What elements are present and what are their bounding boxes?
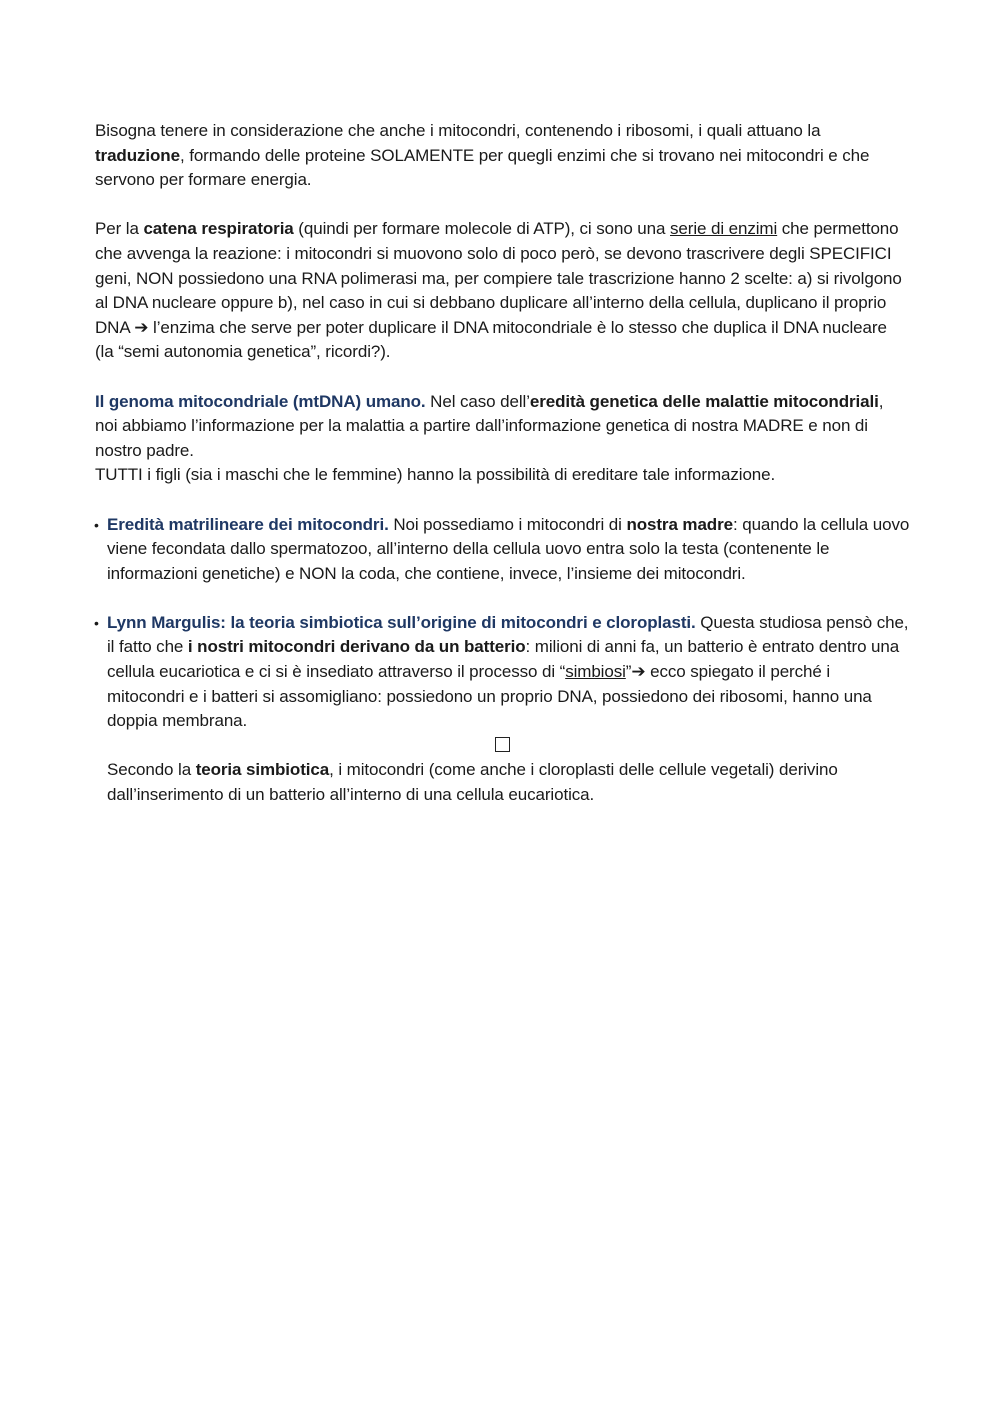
paragraph-genoma-mitocondriale (95, 390, 910, 488)
underlined-term-simbiosi: simbiosi (565, 662, 626, 682)
text-run: : milioni di anni fa, un batterio è entrato dentro una cellula eucariotica e ci si è insediato attraverso il processo di “ (107, 637, 900, 682)
bullet-lynn-margulis (95, 611, 910, 734)
text-run: , noi abbiamo l’informazione per la malattia a partire dall’informazione genetica di nostra MADRE e non di nostro padre. (95, 391, 884, 460)
bullet-icon: • (94, 614, 99, 631)
text-run: : quando la cellula uovo viene fecondata dallo spermatozoo, all’interno della cellula uovo entra solo la testa (contenente le informazioni genetiche) e NON la coda, che contiene, invece, l’insieme dei mitocondri. (107, 514, 910, 583)
empty-checkbox-icon (495, 737, 510, 752)
text-run: TUTTI i figli (sia i maschi che le femmine) hanno la possibilità di ereditare tale informazione. (95, 465, 776, 485)
paragraph-catena-respiratoria (95, 217, 910, 365)
bullet-eredita-matrilineare (95, 513, 910, 587)
text-run: Per la (95, 219, 144, 239)
text-run: che permettono che avvenga la reazione: i mitocondri si muovono solo di poco però, se devono trascrivere degli SPECIFICI geni, NON possiedono una RNA polimerasi ma, per compiere tale trascrizione hanno 2 scelte: a) si rivolgono al DNA nucleare oppure b), nel caso in cui si debbano duplicare all’interno della cellula, duplicano il proprio DNA (95, 219, 902, 337)
checkbox-line (95, 734, 910, 759)
section-heading-teoria-simbiotica: Lynn Margulis: la teoria simbiotica sull’origine di mitocondri e cloroplasti. (107, 612, 696, 632)
text-run: Secondo la (107, 760, 196, 780)
bold-term-eredita-genetica: eredità genetica delle malattie mitocondriali (529, 391, 879, 411)
text-run: , formando delle proteine SOLAMENTE per quegli enzimi che si trovano nei mitocondri e che servono per formare energia. (95, 145, 870, 190)
text-run: l’enzima che serve per poter duplicare il DNA mitocondriale è lo stesso che duplica il DNA nucleare (la “semi autonomia genetica”, ricordi?). (95, 317, 887, 362)
bold-term-nostra-madre: nostra madre (626, 514, 733, 534)
text-run: (quindi per formare molecole di ATP), ci sono una (293, 219, 670, 239)
arrow-right-icon: ➔ (631, 662, 646, 682)
bold-term-teoria-simbiotica: teoria simbiotica (195, 760, 330, 780)
text-run: , i mitocondri (come anche i cloroplasti delle cellule vegetali) derivino dall’inserimento di un batterio all’interno di una cellula eucariotica. (107, 760, 838, 805)
bullet-icon: • (94, 516, 99, 533)
bold-term-mitocondri-batterio: i nostri mitocondri derivano da un batterio (187, 637, 526, 657)
arrow-right-icon: ➔ (134, 317, 149, 337)
bold-term-traduzione: traduzione (95, 145, 180, 165)
text-run: Bisogna tenere in considerazione che anche i mitocondri, contenendo i ribosomi, i quali attuano la (95, 121, 821, 140)
paragraph-teoria-simbiotica (95, 758, 910, 807)
bold-term-catena-respiratoria: catena respiratoria (143, 219, 294, 239)
section-heading-eredita-matrilineare: Eredità matrilineare dei mitocondri. (107, 514, 389, 534)
text-run: Noi possediamo i mitocondri di (388, 514, 627, 534)
text-run: ecco spiegato il perché i mitocondri e i batteri si assomigliano: possiedono un proprio DNA, possiedono dei ribosomi, hanno una doppia membrana. (107, 662, 872, 731)
underlined-term-serie-enzimi: serie di enzimi (670, 219, 778, 239)
text-run: Questa studiosa pensò che, il fatto che (107, 612, 909, 657)
text-run: Nel caso dell’ (425, 391, 530, 411)
document-body (95, 119, 910, 808)
section-heading-genoma: Il genoma mitocondriale (mtDNA) umano. (95, 391, 426, 411)
text-run: ” (625, 662, 632, 682)
paragraph-mitocondri-traduzione (95, 119, 910, 193)
